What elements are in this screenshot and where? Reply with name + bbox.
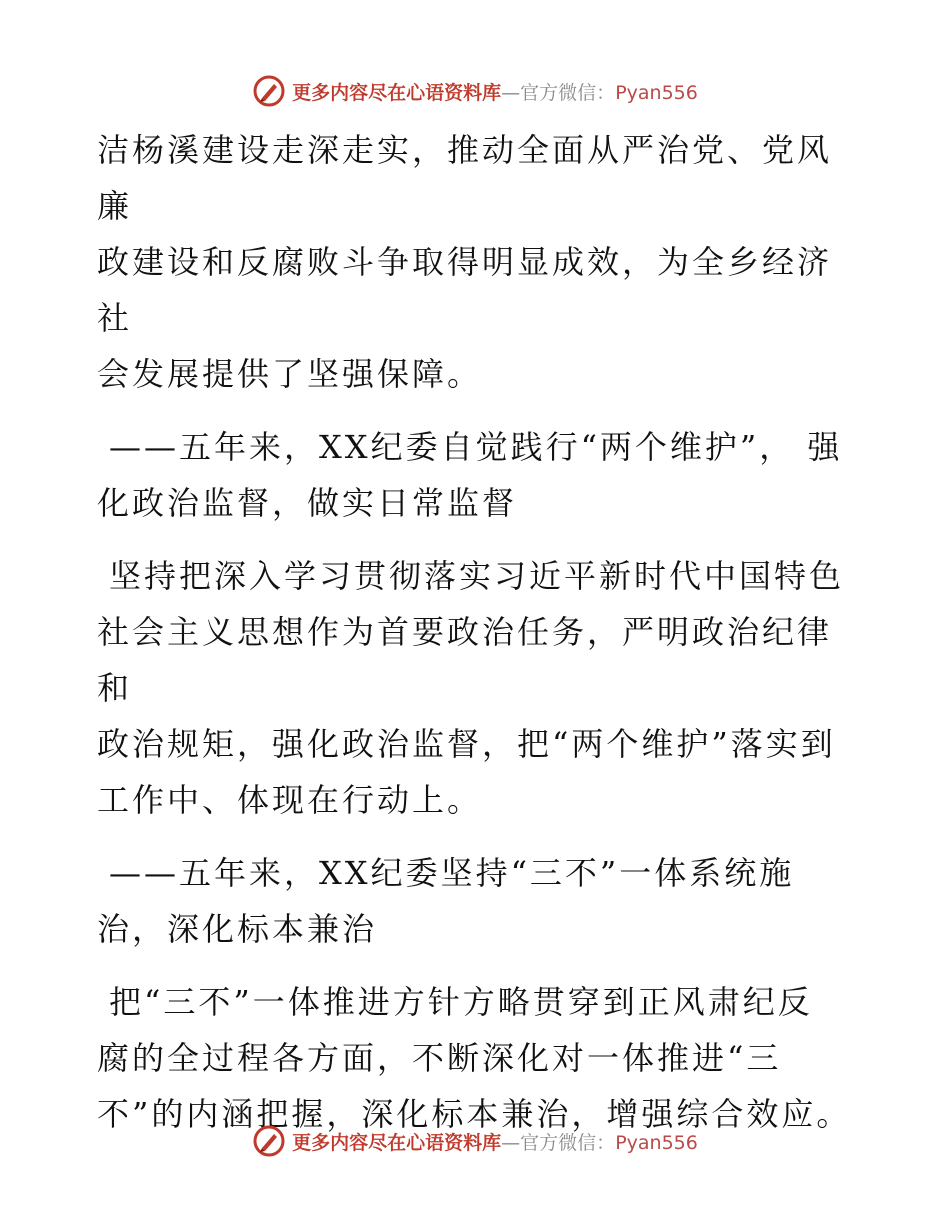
header-watermark: [0, 74, 950, 108]
watermark-main-text: 更多内容尽在心语资料库: [292, 1131, 502, 1154]
paragraph-line: 坚持把深入学习贯彻落实习近平新时代中国特色: [109, 557, 845, 595]
paragraph-line: 把“三不”一体推进方针方略贯穿到正风肃纪反: [109, 983, 813, 1021]
paragraph-2: [97, 548, 857, 828]
paragraph-line: 治，深化标本兼治: [97, 910, 378, 948]
paragraph-line: 洁杨溪建设走深走实，推动全面从严治党、党风廉: [97, 131, 833, 225]
paragraph-3: [97, 974, 857, 1142]
paragraph-line: 不”的内涵把握，深化标本兼治，增强综合效应。: [97, 1095, 852, 1133]
section-heading-1: [97, 419, 857, 531]
paragraph-line: ——五年来，XX纪委自觉践行“两个维护”， 强: [109, 428, 843, 466]
document-body: [97, 122, 857, 1159]
watermark-wechat-id: Pyan556: [615, 81, 698, 104]
paragraph-line: ——五年来，XX纪委坚持“三不”一体系统施: [109, 854, 795, 892]
paragraph-line: 腐的全过程各方面，不断深化对一体推进“三: [97, 1039, 782, 1077]
pen-nib-logo-icon: [252, 74, 286, 108]
paragraph-line: 社会主义思想作为首要政治任务，严明政治纪律和: [97, 613, 833, 707]
section-heading-2: [97, 845, 857, 957]
paragraph-line: 政治规矩，强化政治监督，把“两个维护”落实到: [97, 725, 836, 763]
pen-nib-logo-icon: [252, 1124, 286, 1158]
watermark-wechat-id: Pyan556: [615, 1131, 698, 1154]
watermark-text: [292, 78, 698, 105]
watermark-main-text: 更多内容尽在心语资料库: [292, 81, 502, 104]
paragraph-line: 工作中、体现在行动上。: [97, 781, 483, 819]
watermark-separator: —: [501, 81, 521, 104]
watermark-wechat-label: 官方微信：: [520, 81, 616, 104]
watermark-wechat-label: 官方微信：: [520, 1131, 616, 1154]
watermark-text: [292, 1128, 698, 1155]
watermark-separator: —: [501, 1131, 521, 1154]
paragraph-1: [97, 122, 857, 402]
footer-watermark: [0, 1124, 950, 1158]
paragraph-line: 化政治监督，做实日常监督: [97, 484, 518, 522]
paragraph-line: 会发展提供了坚强保障。: [97, 355, 483, 393]
paragraph-line: 政建设和反腐败斗争取得明显成效，为全乡经济社: [97, 243, 833, 337]
